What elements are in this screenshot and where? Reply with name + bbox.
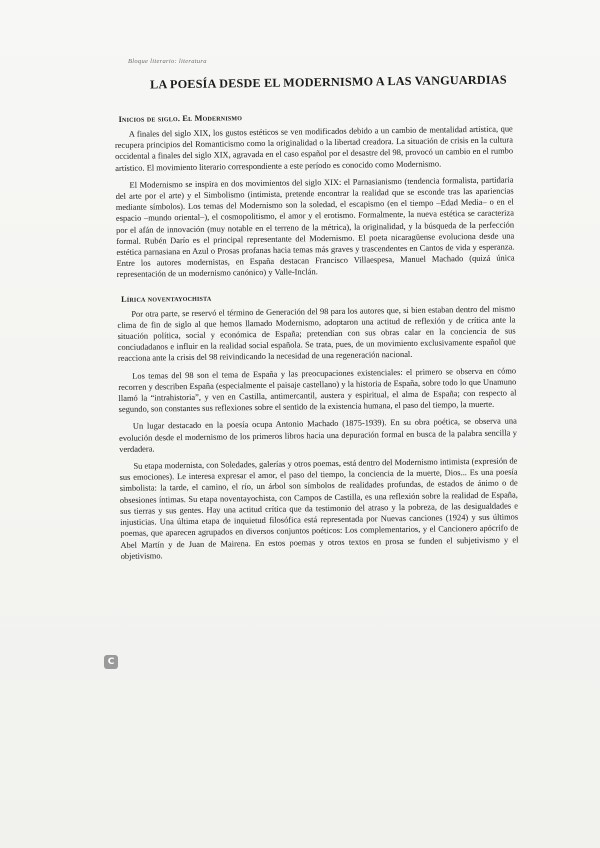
paragraph: Un lugar destacado en la poesía ocupa Antonio Machado (1875-1939). En su obra poética, se observa una evolución desde el modernismo de los primeros libros hacia una depuración formal en busca de la palabra sencilla y verdadera. bbox=[118, 415, 518, 454]
page-title: LA POESÍA DESDE EL MODERNISMO A LAS VANGUARDIAS bbox=[149, 72, 507, 92]
paragraph: Por otra parte, se reservó el término de Generación del 98 para los autores que, si bien estaban dentro del mismo clima de fin de siglo al que hemos llamado Modernismo, adoptaron una actitud de reflexión y de crítica ante la situación política, social y económica de España; pretendían con sus obras calar en la conciencia de sus conciudadanos e influir en la realidad social española. Se trata, pues, de un movimiento exclusivamente español que reacciona ante la crisis del 98 reivindicando la necesidad de una regeneración nacional. bbox=[117, 303, 516, 364]
section-heading: Lírica noventayochista bbox=[121, 293, 212, 304]
paragraph: A finales del siglo XIX, los gustos estéticos se ven modificados debido a un cambio de mentalidad artística, que recupera principios del Romanticismo como la originalidad o la libertad creadora. La situación de crisis en la cultura occidental a finales del siglo XIX, agravada en el caso español por el desastre del 98, provocó un cambio en el rumbo artístico. El movimiento literario correspondiente a este período es conocido como Modernismo. bbox=[114, 123, 514, 173]
paragraph: El Modernismo se inspira en dos movimientos del siglo XIX: el Parnasianismo (tendencia formalista, partidaria del arte por el arte) y el Simbolismo (intimista, pretende encontrar la realidad que se esconde tras las apariencias mediante símbolos). Los temas del Modernismo son la soledad, el escapismo (en el tiempo –Edad Media– o en el espacio –mundo oriental–), el cosmopolitismo, el amor y el erotismo. Formalmente, la nueva estética se caracteriza por el afán de innovación (muy notable en el terreno de la métrica), la originalidad, y la búsqueda de la perfección formal. Rubén Darío es el principal representante del Modernismo. El poeta nicaragüense evoluciona desde una estética parnasiana en Azul o Prosas profanas hacia temas más graves y trascendentes en Cantos de vida y esperanza. Entre los autores modernistas, en España destacan Francisco Villaespesa, Manuel Machado (quizá única representación de un modernismo canónico) y Valle-Inclán. bbox=[115, 174, 515, 280]
paragraph: Su etapa modernista, con Soledades, galerías y otros poemas, está dentro del Modernismo intimista (expresión de sus emociones). Le interesa expresar el amor, el paso del tiempo, la conciencia de la muerte, Dios... Es una poesía simbolista: la tarde, el camino, el río, un árbol son símbolos de realidades profundas, de estados de ánimo o de obsesiones íntimas. Su etapa noventayochista, con Campos de Castilla, es una reflexión sobre la realidad de España, sus tierras y sus gentes. Hay una actitud crítica que da testimonio del atraso y la pobreza, de las desigualdades e injusticias. Una última etapa de inquietud filosófica está representada por Nuevas canciones (1924) y sus últimos poemas, que aparecen agrupados en diversos conjuntos poéticos: Los complementarios, y el Cancionero apócrifo de Abel Martín y de Juan de Mairena. En estos poemas y otros textos en prosa se funden el subjetivismo y el objetivismo. bbox=[119, 455, 519, 561]
page-content bbox=[114, 72, 519, 575]
section-lirica-noventayochista bbox=[117, 289, 519, 562]
section-modernismo bbox=[115, 109, 515, 280]
running-head: Bloque literario: literatura bbox=[128, 58, 207, 65]
ocr-overlay-icon[interactable]: C bbox=[104, 655, 118, 669]
paragraph: Los temas del 98 son el tema de España y las preocupaciones existenciales: el primero se observa en cómo recorren y describen España (especialmente el paisaje castellano) y la historia de España, sobre todo lo que Unamuno llamó la “intrahistoria”, y ven en Castilla, antimercantil, austera y espiritual, el alma de España; con respecto al segundo, son constantes sus reflexiones sobre el sentido de la existencia humana, el paso del tiempo, la muerte. bbox=[118, 365, 517, 415]
section-heading: Inicios de siglo. El Modernismo bbox=[118, 113, 243, 124]
